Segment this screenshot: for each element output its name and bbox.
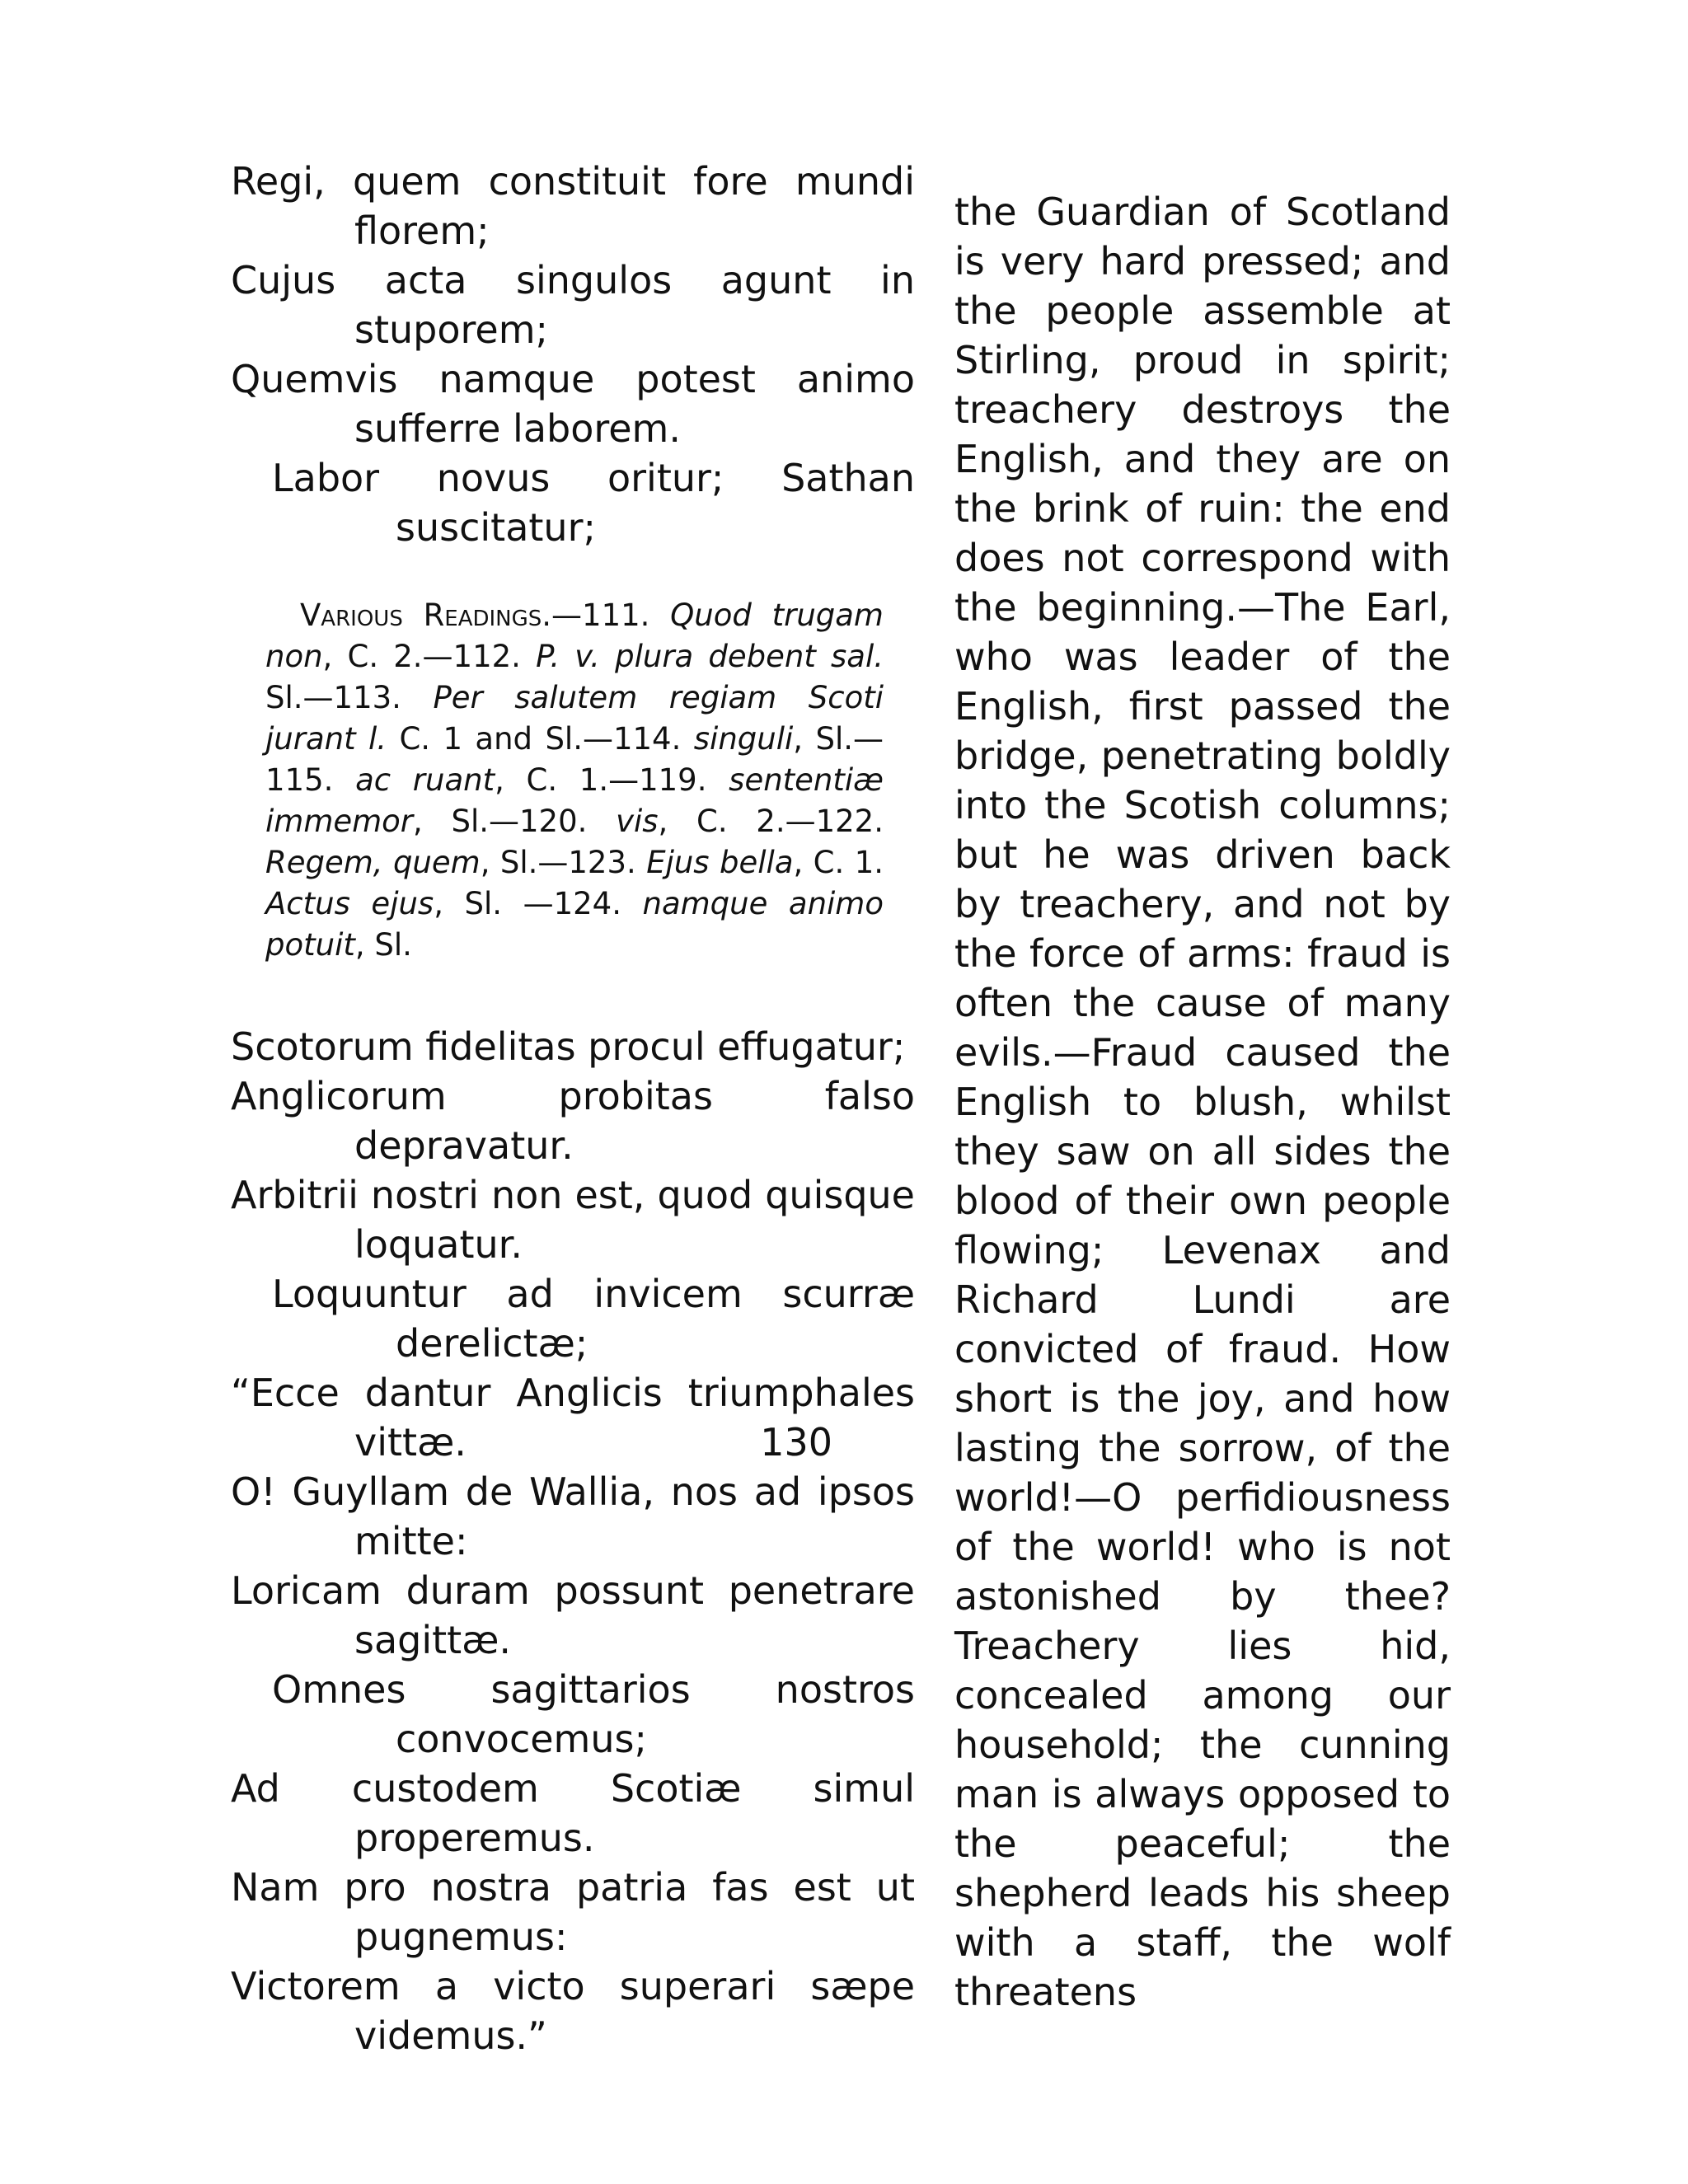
verse-line-130 bbox=[231, 1368, 915, 1467]
various-readings-text bbox=[265, 598, 884, 963]
reading-variant-italic: ac ruant bbox=[355, 762, 495, 798]
reading-variant-italic: namque animo potuit bbox=[265, 886, 884, 963]
verse-line: Anglicorum probitas falso depravatur. bbox=[231, 1074, 915, 1168]
verse-line: Loquuntur ad invicem scurræ derelictæ; bbox=[272, 1272, 915, 1366]
reading-variant-italic: sententiæ immemor bbox=[265, 762, 884, 839]
various-readings-label: Various Readings. bbox=[300, 598, 552, 633]
verse-line: Ad custodem Scotiæ simul properemus. bbox=[231, 1766, 915, 1860]
reading-variant-italic: Ejus bella bbox=[646, 845, 794, 880]
verse-line: Cujus acta singulos agunt in stuporem; bbox=[231, 258, 915, 352]
reading-reference: , C. 1. bbox=[793, 845, 884, 880]
reading-reference: , Sl. bbox=[354, 927, 412, 963]
reading-reference: , Sl.—120. bbox=[413, 804, 617, 839]
verse-line: Labor novus oritur; Sathan suscitatur; bbox=[272, 456, 915, 550]
reading-variant-italic: Quod trugam non bbox=[265, 598, 884, 674]
english-translation-column bbox=[954, 175, 1451, 2014]
verse-line: Omnes sagittarios nostros convocemus; bbox=[272, 1667, 915, 1761]
verse-line: Victorem a victo superari sæpe videmus.” bbox=[231, 1964, 915, 2058]
verse-line: Regi, quem constituit fore mundi florem; bbox=[231, 159, 915, 253]
translation-paragraph: the Guardian of Scotland is very hard pressed; and the people assemble at Stirling, proud in spirit; treachery destroys the English, and they are on the brink of ruin: the end does not correspond with the beginning.—The Earl, who was leader of the English, first passed the bridge, penetrating boldly into the Scotish columns; but he was driven back by treachery, and not by the force of arms: fraud is often the cause of many evils.—Fraud caused the English to blush, whilst they saw on all sides the blood of their own people flowing; Levenax and Richard Lundi are convicted of fraud. How short is the joy, and how lasting the sorrow, of the world!—O perfidiousness of the world! who is not astonished by thee? Treachery lies hid, concealed among our household; the cunning man is always opposed to the peaceful; the shepherd leads his sheep with a staff, the wolf threatens bbox=[954, 190, 1451, 2014]
verse-line-text: “Ecce dantur Anglicis triumphales vittæ. bbox=[231, 1371, 915, 1465]
reading-reference: , C. 1.—119. bbox=[495, 762, 729, 798]
verse-stanza-top bbox=[231, 157, 915, 552]
reading-variant-italic: Actus ejus bbox=[265, 886, 434, 921]
verse-line: O! Guyllam de Wallia, nos ad ipsos mitte: bbox=[231, 1469, 915, 1563]
latin-verse-column bbox=[231, 159, 915, 2058]
reading-variant-italic: P. v. plura debent sal. bbox=[536, 639, 884, 674]
reading-reference: , Sl.—123. bbox=[480, 845, 647, 880]
reading-reference: , Sl.—115. bbox=[265, 721, 884, 798]
reading-reference: —111. bbox=[551, 598, 671, 633]
verse-stanza-bottom bbox=[231, 1022, 915, 2060]
verse-line: Loricam duram possunt penetrare sagittæ. bbox=[231, 1568, 915, 1662]
reading-variant-italic: singuli bbox=[693, 721, 794, 757]
reading-reference: C. 1 and Sl.—114. bbox=[387, 721, 694, 757]
reading-variant-italic: Per salutem regiam Scoti jurant l. bbox=[265, 680, 884, 757]
line-number: 130 bbox=[760, 1420, 832, 1465]
reading-variant-italic: vis bbox=[616, 804, 659, 839]
reading-reference: Sl.—113. bbox=[265, 680, 434, 715]
verse-line: Arbitrii nostri non est, quod quisque loquatur. bbox=[231, 1173, 915, 1267]
reading-reference: , C. 2.—112. bbox=[322, 639, 537, 674]
various-readings-note bbox=[265, 595, 884, 966]
verse-line: Scotorum fidelitas procul effugatur; bbox=[231, 1024, 906, 1069]
reading-reference: , C. 2.—122. bbox=[658, 804, 884, 839]
verse-line: Quemvis namque potest animo sufferre laborem. bbox=[231, 357, 915, 451]
reading-reference: , Sl. —124. bbox=[434, 886, 643, 921]
verse-line: Nam pro nostra patria fas est ut pugnemus: bbox=[231, 1865, 915, 1959]
reading-variant-italic: Regem, quem bbox=[265, 845, 481, 880]
